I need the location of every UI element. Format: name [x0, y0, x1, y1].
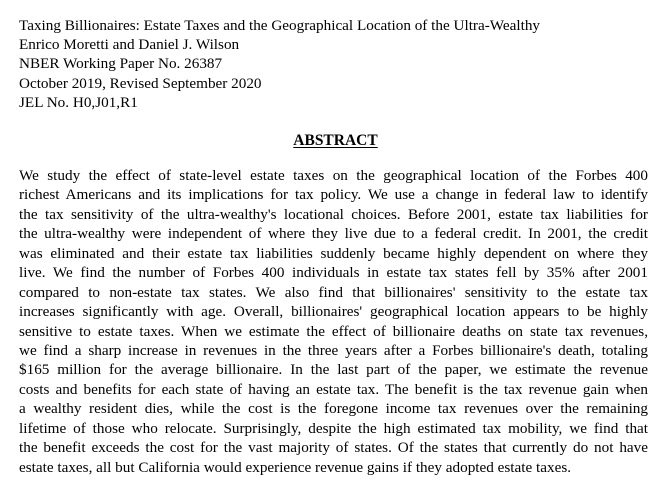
working-paper-number: NBER Working Paper No. 26387 [19, 55, 223, 73]
abstract-body [19, 166, 648, 477]
abstract-line: live. We find the number of Forbes 400 individuals in estate tax states fell by 35% after 2001 [19, 264, 648, 282]
jel-codes: JEL No. H0,J01,R1 [19, 93, 138, 111]
abstract-line: increases significantly with age. Overall, billionaires' geographical location appears to be highly [19, 303, 648, 321]
abstract-line: the benefit exceeds the cost for the vast majority of states. Of the states that currently do not have [19, 439, 648, 457]
abstract-line: lifetime of those who relocate. Surprisingly, despite the high estimated tax mobility, we find that [19, 419, 648, 437]
abstract-line: sensitive to estate taxes. When we estimate the effect of billionaire deaths on state tax revenues, [19, 322, 648, 340]
abstract-heading-text: ABSTRACT [293, 132, 378, 149]
abstract-line: $165 million for the average billionaire. In the last part of the paper, we estimate the revenue [19, 361, 648, 379]
abstract-line: the tax sensitivity of the ultra-wealthy's locational choices. Before 2001, estate tax liabilities for [19, 205, 648, 223]
abstract-line: estate taxes, all but California would experience revenue gains if they adopted estate taxes. [19, 458, 572, 476]
paper-title: Taxing Billionaires: Estate Taxes and the Geographical Location of the Ultra-Wealthy [19, 17, 541, 34]
abstract-line: We study the effect of state-level estate taxes on the geographical location of the Forbes 400 [19, 167, 648, 184]
paper-authors: Enrico Moretti and Daniel J. Wilson [19, 36, 240, 54]
abstract-line: we find a sharp increase in revenues in the three years after a Forbes billionaire's death, totaling [19, 341, 648, 359]
abstract-line: costs and benefits for each state of having an estate tax. The benefit is the tax revenue gain when [19, 380, 648, 398]
abstract-line: compared to non-estate tax states. We also find that billionaires' sensitivity to the estate tax [19, 283, 648, 301]
abstract-line: the ultra-wealthy were independent of where they live due to a federal credit. In 2001, the credit [19, 225, 648, 243]
paper-header [19, 16, 540, 112]
abstract-line: richest Americans and its implications for tax policy. We use a change in federal law to identify [19, 186, 648, 204]
paper-date: October 2019, Revised September 2020 [19, 74, 262, 92]
abstract-heading [0, 131, 671, 150]
abstract-line: was eliminated and their estate tax liabilities suddenly became highly dependent on where they [19, 244, 648, 262]
abstract-line: a wealthy resident dies, while the cost is the foregone income tax revenues over the remaining [19, 400, 648, 418]
